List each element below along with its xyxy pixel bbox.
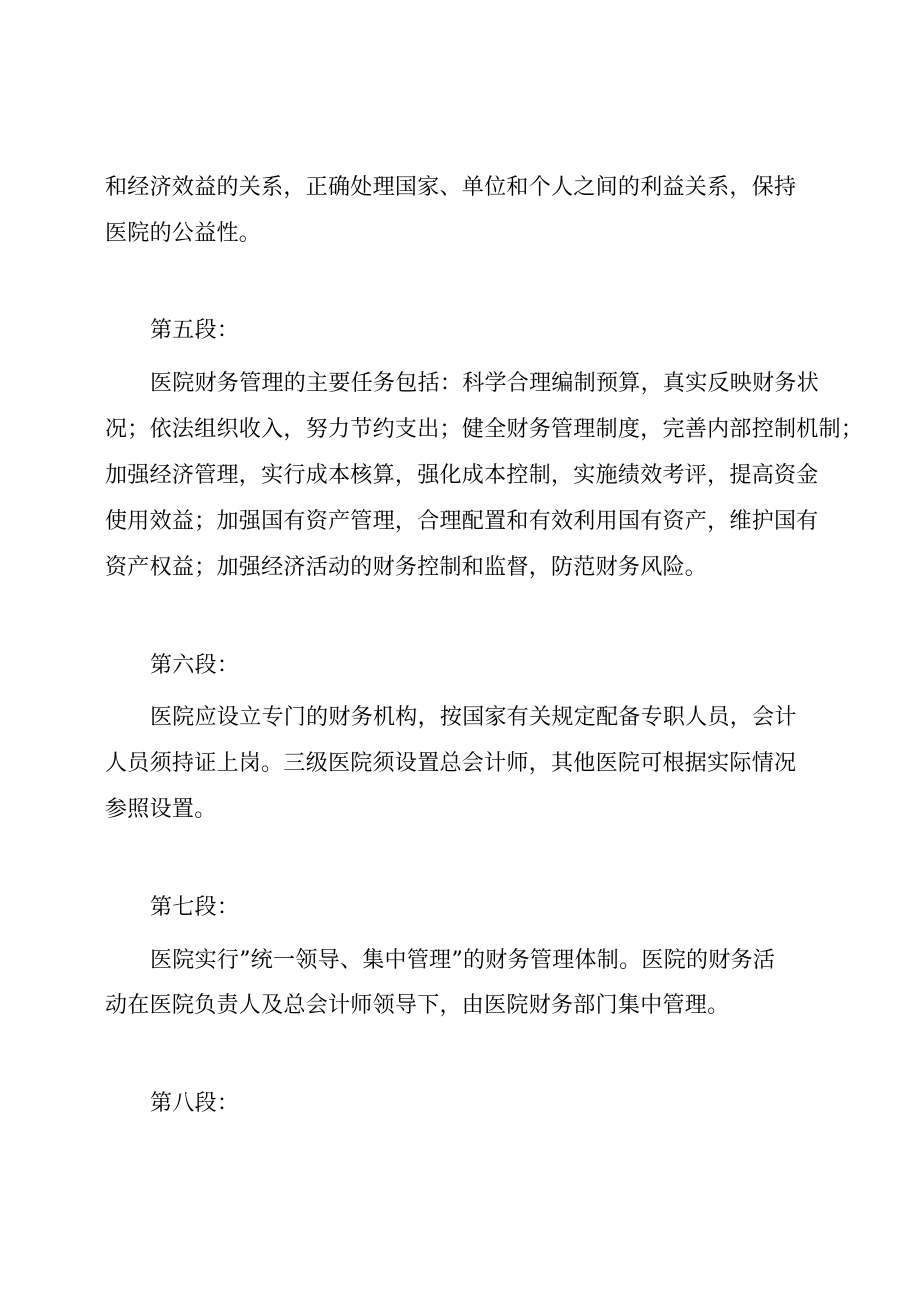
section-7-line-2: 动在医院负责人及总会计师领导下，由医院财务部门集中管理。 bbox=[105, 993, 730, 1018]
section-7-line-1: 医院实行”统一领导、集中管理”的财务管理体制。医院的财务活 bbox=[150, 948, 776, 973]
section-5-line-1: 医院财务管理的主要任务包括：科学合理编制预算，真实反映财务状 bbox=[150, 371, 820, 396]
section-6-line-1: 医院应设立专门的财务机构，按国家有关规定配备专职人员，会计 bbox=[150, 705, 797, 730]
section-heading-6: 第六段： bbox=[150, 653, 240, 678]
section-5-line-2: 况；依法组织收入，努力节约支出；健全财务管理制度，完善内部控制机制； bbox=[105, 417, 864, 442]
section-heading-5: 第五段： bbox=[150, 318, 240, 343]
intro-line-1: 和经济效益的关系，正确处理国家、单位和个人之间的利益关系，保持 bbox=[105, 175, 797, 200]
section-6-line-3: 参照设置。 bbox=[105, 797, 217, 822]
section-6-line-2: 人员须持证上岗。三级医院须设置总会计师，其他医院可根据实际情况 bbox=[105, 751, 797, 776]
intro-line-2: 医院的公益性。 bbox=[105, 221, 262, 246]
section-5-line-4: 使用效益；加强国有资产管理，合理配置和有效利用国有资产，维护国有 bbox=[105, 509, 819, 534]
section-5-line-3: 加强经济管理，实行成本核算，强化成本控制，实施绩效考评，提高资金 bbox=[105, 463, 819, 488]
section-heading-8: 第八段： bbox=[150, 1091, 240, 1116]
section-5-line-5: 资产权益；加强经济活动的财务控制和监督，防范财务风险。 bbox=[105, 555, 708, 580]
section-heading-7: 第七段： bbox=[150, 895, 240, 920]
